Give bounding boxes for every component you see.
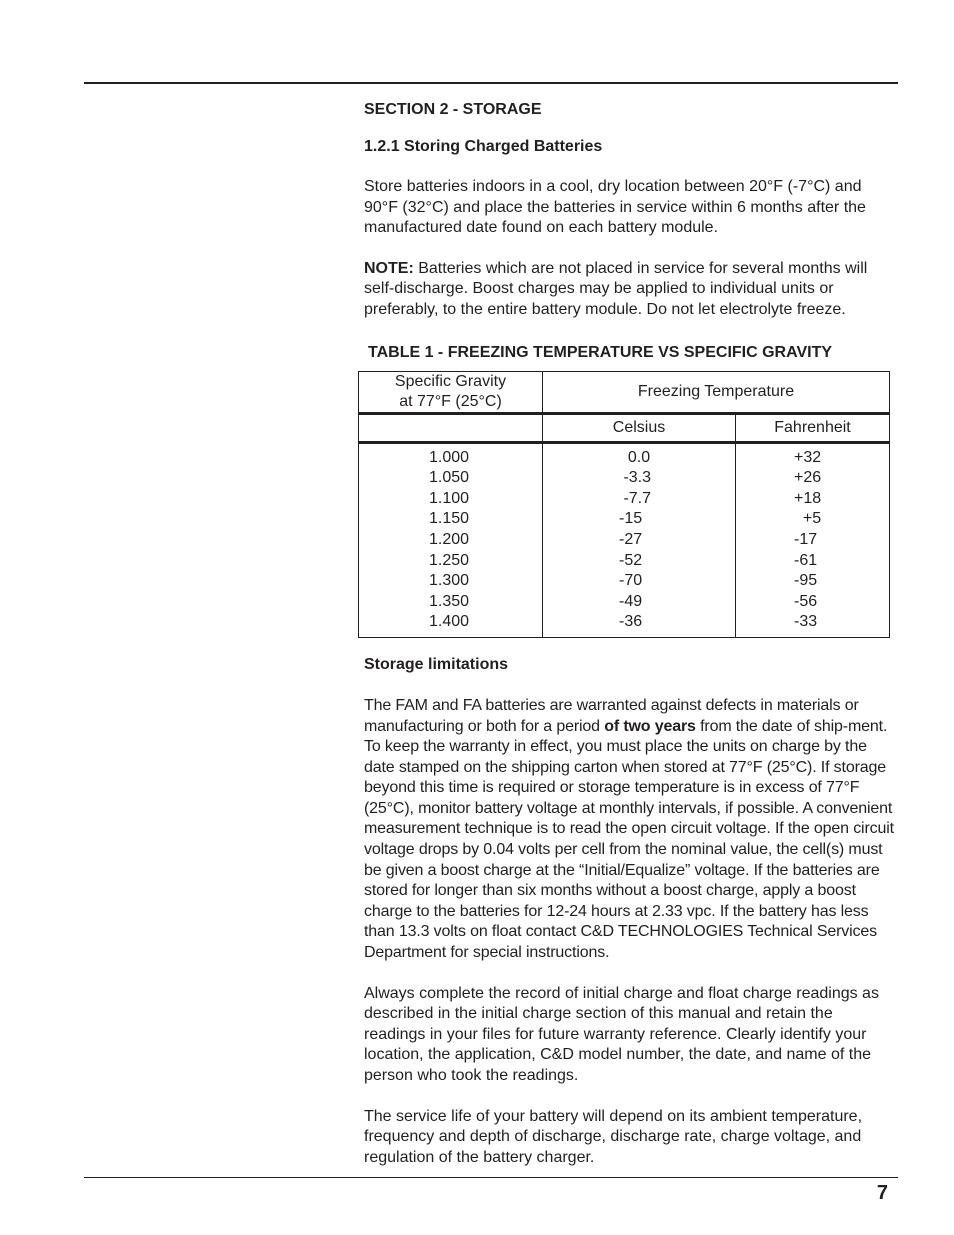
celsius-value: -49 (619, 592, 643, 610)
table-subheader-row (359, 413, 890, 442)
gravity-list (359, 448, 542, 633)
fahrenheit-value: +26 (794, 469, 822, 487)
table-header-row (359, 371, 890, 413)
warranty-bold: of two years (604, 717, 696, 735)
celsius-value: -52 (619, 551, 643, 569)
store-paragraph: Store batteries indoors in a cool, dry location between 20°F (-7°C) and 90°F (32°C) and place the batteries in service within 6 months after the manufactured date found on each battery module. (364, 178, 866, 237)
celsius-value: -36 (619, 613, 643, 631)
gravity-value: 1.200 (429, 530, 470, 548)
subheader-celsius: Celsius (543, 413, 736, 442)
gravity-value: 1.250 (429, 551, 470, 569)
fahrenheit-value: +5 (794, 510, 822, 528)
fahrenheit-column (736, 442, 890, 637)
note-paragraph (364, 259, 898, 321)
fahrenheit-value: +18 (794, 489, 822, 507)
subheader-empty (359, 413, 543, 442)
record-paragraph: Always complete the record of initial charge and float charge readings as described in the initial charge section of this manual and retain the readings in your files for future warranty reference. Clearly identify your location, the application, C&D model number, the date, and name of the person who took the readings. (364, 984, 879, 1084)
freezing-temperature-table (358, 371, 890, 638)
gravity-value: 1.000 (429, 448, 470, 466)
note-text: Batteries which are not placed in service for several months will self-discharge. Boost charges may be applied to individual units or preferably, to the entire battery module. Do not let electrolyte freeze. (364, 259, 868, 318)
header-gravity-line2: at 77°F (25°C) (399, 392, 502, 410)
celsius-value: -7.7 (619, 489, 652, 507)
celsius-list (543, 448, 735, 633)
fahrenheit-value: -17 (794, 530, 818, 548)
note-label: NOTE: (364, 259, 414, 277)
gravity-value: 1.050 (429, 469, 470, 487)
gravity-value: 1.400 (429, 613, 470, 631)
section-heading: SECTION 2 - STORAGE (364, 101, 542, 118)
fahrenheit-value: -56 (794, 592, 818, 610)
warranty-text-2: from the date of ship-ment. To keep the warranty in effect, you must place the units on charge by the date stamped on the shipping carton when stored at 77°F (25°C). If storage beyond this time is required or storage temperature is in excess of 77°F (25°C), monitor battery voltage at monthly intervals, if possible. A convenient measurement technique is to read the open circuit voltage. If the open circuit voltage drops by 0.04 volts per cell from the nominal value, the cell(s) must be given a boost charge at the “Initial/Equalize” voltage. If the batteries are stored for longer than six months without a boost charge, apply a boost charge to the batteries for 12-24 hours at 2.33 vpc. If the battery has less than 13.3 volts on float contact C&D TECHNOLOGIES Technical Services Department for special instructions. (364, 717, 894, 962)
celsius-value: 0.0 (619, 448, 651, 466)
subsection-heading: 1.2.1 Storing Charged Batteries (364, 138, 603, 155)
page-content (364, 100, 898, 1168)
celsius-value: -15 (619, 510, 643, 528)
table-data-row (359, 442, 890, 637)
table-title: TABLE 1 - FREEZING TEMPERATURE VS SPECIFIC GRAVITY (368, 343, 833, 361)
celsius-value: -70 (619, 572, 643, 590)
top-rule (84, 82, 898, 84)
bottom-rule (84, 1177, 898, 1178)
warranty-text-1: The FAM and FA batteries are warranted against defects in materials or manufacturing or both for a period (364, 696, 859, 735)
gravity-column (359, 442, 543, 637)
header-specific-gravity (359, 371, 543, 413)
fahrenheit-value: -33 (794, 613, 818, 631)
warranty-paragraph (364, 696, 898, 964)
header-gravity-line1: Specific Gravity (394, 372, 507, 390)
storage-heading: Storage limitations (364, 655, 509, 673)
gravity-value: 1.100 (429, 489, 470, 507)
page-number: 7 (876, 1182, 888, 1204)
gravity-value: 1.300 (429, 572, 470, 590)
fahrenheit-value: -61 (794, 551, 818, 569)
header-freezing-temperature: Freezing Temperature (543, 371, 890, 413)
subheader-fahrenheit: Fahrenheit (736, 413, 890, 442)
gravity-value: 1.150 (429, 510, 470, 528)
service-paragraph: The service life of your battery will depend on its ambient temperature, frequency and depth of discharge, discharge rate, charge voltage, and regulation of the battery charger. (364, 1107, 863, 1166)
celsius-column (543, 442, 736, 637)
fahrenheit-value: +32 (794, 448, 822, 466)
fahrenheit-value: -95 (794, 572, 818, 590)
celsius-value: -27 (619, 530, 643, 548)
fahrenheit-list (736, 448, 889, 633)
celsius-value: -3.3 (619, 469, 652, 487)
gravity-value: 1.350 (429, 592, 470, 610)
